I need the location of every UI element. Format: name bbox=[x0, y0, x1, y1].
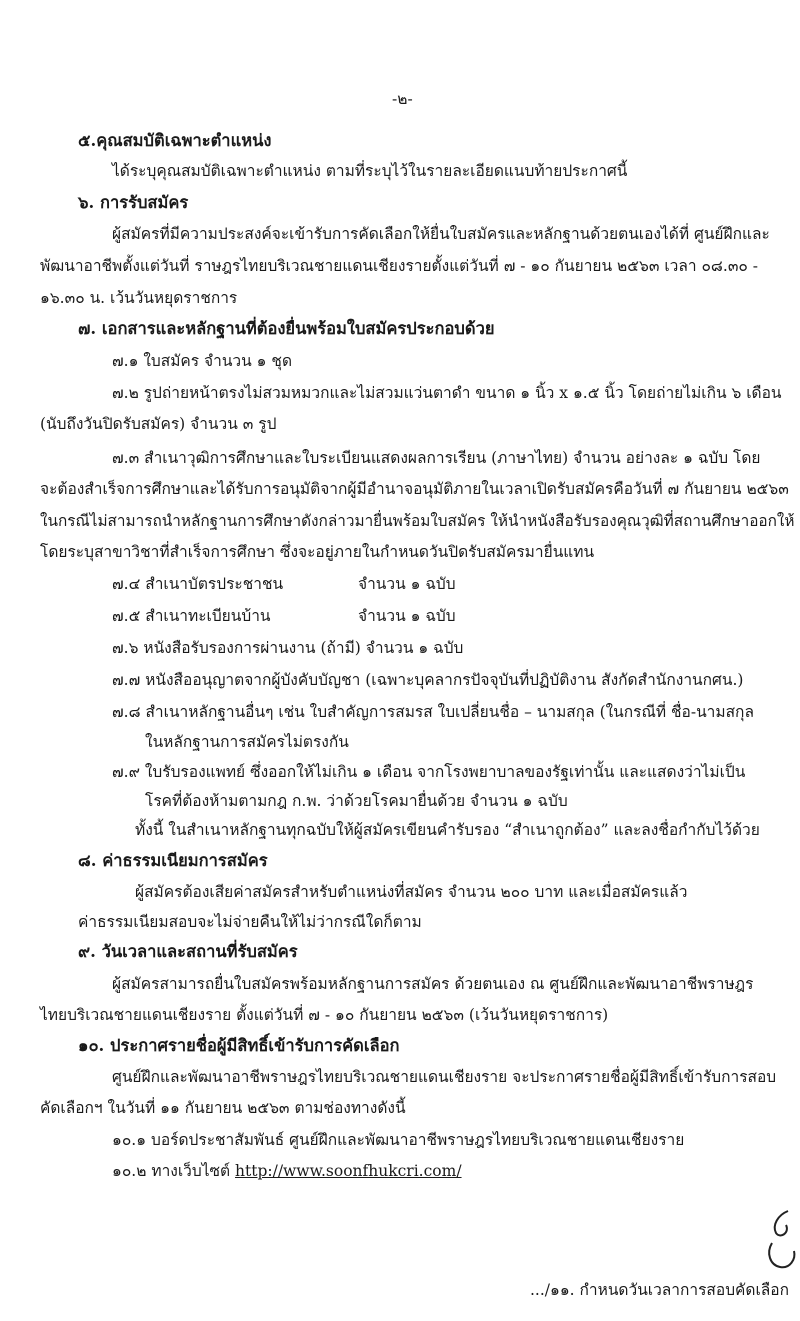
section9-heading: ๙. วันเวลาและสถานที่รับสมัคร bbox=[78, 942, 298, 961]
section5-body: ได้ระบุคุณสมบัติเฉพาะตำแหน่ง ตามที่ระบุไว้ในรายละเอียดแนบท้ายประกาศนี้ bbox=[112, 162, 628, 180]
section7-item2-line: ๗.๒ รูปถ่ายหน้าตรงไม่สวมหมวกและไม่สวมแว่นตาดำ ขนาด ๑ นิ้ว x ๑.๕ นิ้ว โดยถ่ายไม่เกิน ๖ เดือน bbox=[112, 384, 782, 402]
section7-heading: ๗. เอกสารและหลักฐานที่ต้องยื่นพร้อมใบสมัครประกอบด้วย bbox=[78, 319, 495, 338]
section7-item6: ๗.๖ หนังสือรับรองการผ่านงาน (ถ้ามี) จำนวน ๑ ฉบับ bbox=[112, 639, 464, 657]
section10-item2-label: ๑๐.๒ ทางเว็บไซต์ bbox=[112, 1162, 236, 1180]
section9-line: ไทยบริเวณชายแดนเชียงราย ตั้งแต่วันที่ ๗ - ๑๐ กันยายน ๒๕๖๓ (เว้นวันหยุดราชการ) bbox=[40, 1006, 609, 1024]
section7-item3-line: ในกรณีไม่สามารถนำหลักฐานการศึกษาดังกล่าวมายื่นพร้อมใบสมัคร ให้นำหนังสือรับรองคุณวุฒิที่สถานศึกษาออกให้ bbox=[40, 512, 795, 530]
section7-item8-line: ๗.๘ สำเนาหลักฐานอื่นๆ เช่น ใบสำคัญการสมรส ใบเปลี่ยนชื่อ – นามสกุล (ในกรณีที่ ชื่อ-นามสกุล bbox=[112, 703, 754, 721]
section7-item3-line: จะต้องสำเร็จการศึกษาและได้รับการอนุมัติจากผู้มีอำนาจอนุมัติภายในเวลาเปิดรับสมัครคือวันที่ ๗ กันยายน ๒๕๖๓ bbox=[40, 480, 789, 498]
section10-line: ศูนย์ฝึกและพัฒนาอาชีพราษฎรไทยบริเวณชายแดนเชียงราย จะประกาศรายชื่อผู้มีสิทธิ์เข้ารับการสอบ bbox=[112, 1068, 777, 1086]
section10-heading: ๑๐. ประกาศรายชื่อผู้มีสิทธิ์เข้ารับการคัดเลือก bbox=[78, 1036, 400, 1055]
section5-heading: ๕.คุณสมบัติเฉพาะตำแหน่ง bbox=[78, 131, 272, 150]
section7-item4-qty: จำนวน ๑ ฉบับ bbox=[358, 575, 456, 593]
section7-item7: ๗.๗ หนังสืออนุญาตจากผู้บังคับบัญชา (เฉพาะบุคลากรปัจจุบันที่ปฏิบัติงาน สังกัดสำนักงานกศน.) bbox=[112, 671, 744, 689]
section7-item5-qty: จำนวน ๑ ฉบับ bbox=[358, 607, 456, 625]
website-link[interactable]: http://www.soonfhukcri.com/ bbox=[235, 1162, 462, 1180]
section7-item2-line: (นับถึงวันปิดรับสมัคร) จำนวน ๓ รูป bbox=[40, 415, 277, 433]
section6-heading: ๖. การรับสมัคร bbox=[78, 193, 189, 212]
section10-item1: ๑๐.๑ บอร์ดประชาสัมพันธ์ ศูนย์ฝึกและพัฒนาอาชีพราษฎรไทยบริเวณชายแดนเชียงราย bbox=[112, 1131, 685, 1149]
section7-item5-label: ๗.๕ สำเนาทะเบียนบ้าน bbox=[112, 607, 271, 625]
section6-line: ผู้สมัครที่มีความประสงค์จะเข้ารับการคัดเลือกให้ยื่นใบสมัครและหลักฐานด้วยตนเองได้ที่ ศูนย์ฝึกและ bbox=[112, 225, 770, 243]
section7-item9-line: โรคที่ต้องห้ามตามกฎ ก.พ. ว่าด้วยโรคมายื่นด้วย จำนวน ๑ ฉบับ bbox=[145, 792, 568, 810]
footer-continuation: .../๑๑. กำหนดวันเวลาการสอบคัดเลือก bbox=[530, 1281, 789, 1299]
section7-note: ทั้งนี้ ในสำเนาหลักฐานทุกฉบับให้ผู้สมัครเขียนคำรับรอง “สำเนาถูกต้อง” และลงชื่อกำกับไว้ด้วย bbox=[135, 821, 760, 839]
section7-item4-label: ๗.๔ สำเนาบัตรประชาชน bbox=[112, 575, 284, 593]
section7-item3-line: โดยระบุสาขาวิชาที่สำเร็จการศึกษา ซึ่งจะอยู่ภายในกำหนดวันปิดรับสมัครมายื่นแทน bbox=[40, 543, 595, 561]
page-number: -๒- bbox=[392, 90, 413, 108]
section9-line: ผู้สมัครสามารถยื่นใบสมัครพร้อมหลักฐานการสมัคร ด้วยตนเอง ณ ศูนย์ฝึกและพัฒนาอาชีพราษฎร bbox=[112, 975, 754, 993]
section7-item9-line: ๗.๙ ใบรับรองแพทย์ ซึ่งออกให้ไม่เกิน ๑ เดือน จากโรงพยาบาลของรัฐเท่านั้น และแสดงว่าไม่เป็น bbox=[112, 763, 746, 781]
section7-item1: ๗.๑ ใบสมัคร จำนวน ๑ ชุด bbox=[112, 352, 293, 370]
section8-line: ผู้สมัครต้องเสียค่าสมัครสำหรับตำแหน่งที่สมัคร จำนวน ๒๐๐ บาท และเมื่อสมัครแล้ว bbox=[135, 883, 688, 901]
section7-item8-line: ในหลักฐานการสมัครไม่ตรงกัน bbox=[145, 733, 349, 751]
signature-mark bbox=[760, 1203, 800, 1273]
section7-item3-line: ๗.๓ สำเนาวุฒิการศึกษาและใบระเบียนแสดงผลการเรียน (ภาษาไทย) จำนวน อย่างละ ๑ ฉบับ โดย bbox=[112, 449, 761, 467]
section10-line: คัดเลือกฯ ในวันที่ ๑๑ กันยายน ๒๕๖๓ ตามช่องทางดังนี้ bbox=[40, 1099, 406, 1117]
section8-line: ค่าธรรมเนียมสอบจะไม่จ่ายคืนให้ไม่ว่ากรณีใดก็ตาม bbox=[78, 913, 422, 931]
section10-item2 bbox=[112, 1160, 462, 1182]
section6-line: พัฒนาอาชีพตั้งแต่วันที่ ราษฎรไทยบริเวณชายแดนเชียงรายตั้งแต่วันที่ ๗ - ๑๐ กันยายน ๒๕๖๓ เวลา ๐๘.๓๐ - bbox=[40, 257, 759, 275]
section8-heading: ๘. ค่าธรรมเนียมการสมัคร bbox=[78, 851, 268, 870]
section6-line: ๑๖.๓๐ น. เว้นวันหยุดราชการ bbox=[40, 289, 238, 307]
